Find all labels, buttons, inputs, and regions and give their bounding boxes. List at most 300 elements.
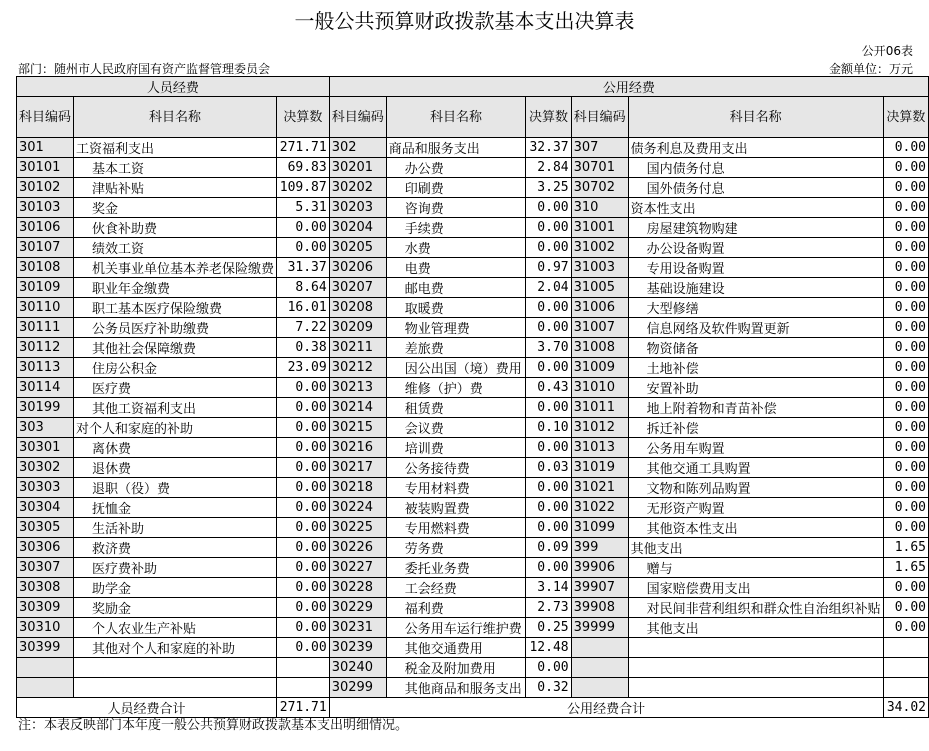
amount-cell: 0.00 [526, 358, 571, 378]
code-cell: 31001 [571, 218, 628, 238]
name-cell: 租赁费 [386, 398, 526, 418]
amount-header: 决算数 [883, 97, 928, 138]
amount-cell: 1.65 [883, 538, 928, 558]
amount-cell: 69.83 [277, 158, 330, 178]
code-cell: 310 [571, 198, 628, 218]
code-cell: 30109 [17, 278, 74, 298]
amount-cell: 0.00 [526, 438, 571, 458]
amount-cell: 0.00 [883, 418, 928, 438]
name-cell: 工会经费 [386, 578, 526, 598]
table-row [17, 678, 929, 698]
name-cell: 其他资本性支出 [628, 518, 883, 538]
code-cell: 31010 [571, 378, 628, 398]
code-cell: 303 [17, 418, 74, 438]
code-cell: 31021 [571, 478, 628, 498]
amount-cell: 0.00 [883, 478, 928, 498]
name-cell: 救济费 [74, 538, 277, 558]
table-row [17, 298, 929, 318]
name-cell: 伙食补助费 [74, 218, 277, 238]
name-cell: 国内债务付息 [628, 158, 883, 178]
public-total-value: 34.02 [883, 698, 928, 718]
code-cell [17, 678, 74, 698]
name-cell: 国外债务付息 [628, 178, 883, 198]
table-row [17, 198, 929, 218]
code-cell: 30217 [329, 458, 386, 478]
amount-cell: 31.37 [277, 258, 330, 278]
name-cell: 邮电费 [386, 278, 526, 298]
name-cell: 印刷费 [386, 178, 526, 198]
amount-cell [277, 678, 330, 698]
code-cell [571, 638, 628, 658]
name-cell: 退休费 [74, 458, 277, 478]
name-cell: 物资储备 [628, 338, 883, 358]
amount-cell: 0.00 [883, 238, 928, 258]
amount-cell: 0.00 [883, 618, 928, 638]
amount-cell: 0.43 [526, 378, 571, 398]
name-cell: 奖金 [74, 198, 277, 218]
name-cell: 办公设备购置 [628, 238, 883, 258]
amount-cell: 0.00 [883, 598, 928, 618]
amount-cell: 0.00 [883, 518, 928, 538]
name-cell: 差旅费 [386, 338, 526, 358]
name-cell: 培训费 [386, 438, 526, 458]
amount-cell: 0.09 [526, 538, 571, 558]
table-row [17, 358, 929, 378]
code-cell: 31013 [571, 438, 628, 458]
amount-cell: 0.00 [526, 198, 571, 218]
amount-cell: 0.00 [526, 318, 571, 338]
name-cell: 债务利息及费用支出 [628, 138, 883, 158]
amount-cell: 0.00 [883, 578, 928, 598]
table-row [17, 178, 929, 198]
code-cell: 39907 [571, 578, 628, 598]
code-cell: 30226 [329, 538, 386, 558]
code-cell: 30199 [17, 398, 74, 418]
expenditure-table [16, 76, 929, 718]
name-cell: 职工基本医疗保险缴费 [74, 298, 277, 318]
code-cell: 301 [17, 138, 74, 158]
amount-cell: 271.71 [277, 138, 330, 158]
table-row [17, 438, 929, 458]
table-row [17, 578, 929, 598]
name-cell: 物业管理费 [386, 318, 526, 338]
code-cell: 30399 [17, 638, 74, 658]
name-cell: 税金及附加费用 [386, 658, 526, 678]
amount-cell: 0.00 [883, 438, 928, 458]
amount-cell: 16.01 [277, 298, 330, 318]
name-cell: 其他支出 [628, 618, 883, 638]
name-cell: 劳务费 [386, 538, 526, 558]
name-cell: 委托业务费 [386, 558, 526, 578]
amount-cell: 0.00 [277, 578, 330, 598]
amount-cell: 0.00 [526, 238, 571, 258]
name-cell: 专用燃料费 [386, 518, 526, 538]
amount-cell: 0.00 [277, 518, 330, 538]
amount-cell: 0.00 [526, 478, 571, 498]
code-cell: 399 [571, 538, 628, 558]
code-cell: 39999 [571, 618, 628, 638]
code-cell: 30111 [17, 318, 74, 338]
name-cell: 其他对个人和家庭的补助 [74, 638, 277, 658]
code-cell: 30211 [329, 338, 386, 358]
name-cell: 津贴补贴 [74, 178, 277, 198]
amount-cell: 0.00 [526, 658, 571, 678]
amount-cell: 0.03 [526, 458, 571, 478]
name-cell: 退职（役）费 [74, 478, 277, 498]
amount-cell: 0.00 [883, 318, 928, 338]
code-cell: 30224 [329, 498, 386, 518]
code-cell: 30203 [329, 198, 386, 218]
name-cell: 福利费 [386, 598, 526, 618]
table-row [17, 518, 929, 538]
name-cell: 赠与 [628, 558, 883, 578]
amount-cell: 0.00 [277, 478, 330, 498]
table-row [17, 658, 929, 678]
table-row [17, 398, 929, 418]
code-cell: 30103 [17, 198, 74, 218]
amount-cell: 0.00 [277, 378, 330, 398]
code-cell: 30229 [329, 598, 386, 618]
header-row-columns [17, 97, 929, 138]
name-cell: 奖励金 [74, 598, 277, 618]
unit-label: 金额单位：万元 [828, 62, 913, 76]
code-cell: 30207 [329, 278, 386, 298]
amount-cell: 0.00 [883, 178, 928, 198]
code-cell: 31003 [571, 258, 628, 278]
code-cell: 30206 [329, 258, 386, 278]
name-cell: 安置补助 [628, 378, 883, 398]
code-cell: 30108 [17, 258, 74, 278]
code-cell: 30114 [17, 378, 74, 398]
personnel-total-label: 人员经费合计 [17, 698, 277, 718]
code-cell: 30208 [329, 298, 386, 318]
name-cell: 电费 [386, 258, 526, 278]
name-cell: 其他工资福利支出 [74, 398, 277, 418]
code-cell: 31011 [571, 398, 628, 418]
table-row [17, 238, 929, 258]
personnel-header: 人员经费 [17, 77, 330, 97]
amount-cell: 0.00 [883, 458, 928, 478]
table-row [17, 598, 929, 618]
table-row [17, 538, 929, 558]
amount-cell: 0.00 [277, 398, 330, 418]
table-row [17, 638, 929, 658]
amount-cell: 0.38 [277, 338, 330, 358]
table-row [17, 618, 929, 638]
table-row [17, 338, 929, 358]
code-cell: 30110 [17, 298, 74, 318]
code-cell: 30228 [329, 578, 386, 598]
name-cell [74, 658, 277, 678]
amount-cell: 2.73 [526, 598, 571, 618]
amount-cell: 0.00 [277, 498, 330, 518]
table-row [17, 318, 929, 338]
code-cell: 31009 [571, 358, 628, 378]
code-cell: 39908 [571, 598, 628, 618]
form-number: 公开06表 [861, 44, 913, 58]
code-cell: 30305 [17, 518, 74, 538]
name-cell [628, 638, 883, 658]
code-cell: 30216 [329, 438, 386, 458]
name-cell: 离休费 [74, 438, 277, 458]
code-cell: 31012 [571, 418, 628, 438]
amount-cell: 0.00 [883, 378, 928, 398]
code-cell: 30102 [17, 178, 74, 198]
name-cell: 生活补助 [74, 518, 277, 538]
name-cell: 助学金 [74, 578, 277, 598]
amount-cell: 0.00 [883, 218, 928, 238]
code-cell: 31005 [571, 278, 628, 298]
amount-cell: 109.87 [277, 178, 330, 198]
amount-cell: 0.00 [526, 398, 571, 418]
personnel-total-value: 271.71 [277, 698, 330, 718]
code-cell [17, 658, 74, 678]
name-cell: 对民间非营利组织和群众性自治组织补贴 [628, 598, 883, 618]
code-cell: 30310 [17, 618, 74, 638]
amount-cell: 3.70 [526, 338, 571, 358]
code-cell: 30304 [17, 498, 74, 518]
public-total-label: 公用经费合计 [329, 698, 883, 718]
name-cell: 其他社会保障缴费 [74, 338, 277, 358]
amount-cell: 0.00 [277, 458, 330, 478]
name-cell: 专用设备购置 [628, 258, 883, 278]
code-cell: 30205 [329, 238, 386, 258]
amount-header: 决算数 [526, 97, 571, 138]
name-cell: 其他支出 [628, 538, 883, 558]
code-cell: 30112 [17, 338, 74, 358]
code-header: 科目编码 [571, 97, 628, 138]
code-cell: 31019 [571, 458, 628, 478]
name-cell: 大型修缮 [628, 298, 883, 318]
code-cell: 30701 [571, 158, 628, 178]
code-cell: 31099 [571, 518, 628, 538]
name-cell: 办公费 [386, 158, 526, 178]
name-cell: 公务员医疗补助缴费 [74, 318, 277, 338]
code-cell: 30308 [17, 578, 74, 598]
name-cell: 文物和陈列品购置 [628, 478, 883, 498]
amount-cell [883, 638, 928, 658]
code-cell: 30213 [329, 378, 386, 398]
name-cell: 手续费 [386, 218, 526, 238]
amount-cell: 0.00 [883, 338, 928, 358]
name-cell: 地上附着物和青苗补偿 [628, 398, 883, 418]
code-cell: 30301 [17, 438, 74, 458]
report-title: 一般公共预算财政拨款基本支出决算表 [294, 9, 635, 33]
name-cell: 医疗费补助 [74, 558, 277, 578]
name-cell: 抚恤金 [74, 498, 277, 518]
name-cell: 拆迁补偿 [628, 418, 883, 438]
code-cell: 307 [571, 138, 628, 158]
table-row [17, 418, 929, 438]
amount-cell: 0.00 [277, 618, 330, 638]
code-cell: 30302 [17, 458, 74, 478]
amount-cell: 0.00 [883, 398, 928, 418]
code-cell: 302 [329, 138, 386, 158]
amount-cell: 0.00 [526, 518, 571, 538]
amount-cell: 12.48 [526, 638, 571, 658]
name-cell: 机关事业单位基本养老保险缴费 [74, 258, 277, 278]
amount-cell: 3.14 [526, 578, 571, 598]
amount-cell [883, 658, 928, 678]
name-cell: 个人农业生产补贴 [74, 618, 277, 638]
name-cell: 房屋建筑物购建 [628, 218, 883, 238]
name-cell: 维修（护）费 [386, 378, 526, 398]
code-cell: 30240 [329, 658, 386, 678]
table-row [17, 378, 929, 398]
amount-cell: 23.09 [277, 358, 330, 378]
amount-cell: 0.00 [277, 638, 330, 658]
amount-cell: 2.84 [526, 158, 571, 178]
code-cell: 30215 [329, 418, 386, 438]
code-cell [571, 658, 628, 678]
name-cell: 因公出国（境）费用 [386, 358, 526, 378]
footnote: 注：本表反映部门本年度一般公共预算财政拨款基本支出明细情况。 [18, 718, 409, 733]
code-cell: 30306 [17, 538, 74, 558]
amount-cell [883, 678, 928, 698]
amount-cell: 3.25 [526, 178, 571, 198]
name-cell: 职业年金缴费 [74, 278, 277, 298]
table-row [17, 558, 929, 578]
name-header: 科目名称 [628, 97, 883, 138]
name-cell: 商品和服务支出 [386, 138, 526, 158]
amount-cell: 0.00 [883, 158, 928, 178]
amount-cell: 0.00 [526, 558, 571, 578]
code-cell: 30225 [329, 518, 386, 538]
code-cell: 30107 [17, 238, 74, 258]
code-cell: 31002 [571, 238, 628, 258]
name-cell: 医疗费 [74, 378, 277, 398]
code-cell: 30239 [329, 638, 386, 658]
amount-cell: 0.00 [883, 358, 928, 378]
name-cell: 咨询费 [386, 198, 526, 218]
amount-cell: 0.00 [526, 298, 571, 318]
name-cell: 工资福利支出 [74, 138, 277, 158]
name-cell: 对个人和家庭的补助 [74, 418, 277, 438]
name-cell: 基础设施建设 [628, 278, 883, 298]
name-cell [628, 658, 883, 678]
amount-cell: 5.31 [277, 198, 330, 218]
code-cell [571, 678, 628, 698]
name-cell: 其他商品和服务支出 [386, 678, 526, 698]
amount-cell: 0.00 [277, 238, 330, 258]
name-cell: 公务接待费 [386, 458, 526, 478]
code-cell: 30702 [571, 178, 628, 198]
amount-cell: 0.00 [526, 218, 571, 238]
public-header: 公用经费 [329, 77, 928, 97]
amount-cell: 0.97 [526, 258, 571, 278]
code-cell: 30218 [329, 478, 386, 498]
amount-cell: 0.00 [883, 258, 928, 278]
amount-cell: 0.00 [277, 538, 330, 558]
table-row [17, 478, 929, 498]
name-cell: 公务用车运行维护费 [386, 618, 526, 638]
name-cell: 资本性支出 [628, 198, 883, 218]
code-cell: 39906 [571, 558, 628, 578]
amount-cell: 7.22 [277, 318, 330, 338]
department-label: 部门：随州市人民政府国有资产监督管理委员会 [18, 62, 271, 76]
amount-cell: 8.64 [277, 278, 330, 298]
amount-cell: 0.00 [277, 598, 330, 618]
table-row [17, 138, 929, 158]
name-cell: 信息网络及软件购置更新 [628, 318, 883, 338]
amount-header: 决算数 [277, 97, 330, 138]
amount-cell: 0.00 [277, 218, 330, 238]
table-row [17, 498, 929, 518]
code-cell: 30204 [329, 218, 386, 238]
amount-cell: 32.37 [526, 138, 571, 158]
amount-cell: 0.00 [883, 278, 928, 298]
code-cell: 30299 [329, 678, 386, 698]
header-row-groups [17, 77, 929, 97]
amount-cell: 0.00 [883, 138, 928, 158]
code-cell: 30214 [329, 398, 386, 418]
name-cell: 其他交通费用 [386, 638, 526, 658]
code-cell: 31008 [571, 338, 628, 358]
code-cell: 30201 [329, 158, 386, 178]
code-cell: 30209 [329, 318, 386, 338]
amount-cell: 0.00 [883, 498, 928, 518]
code-cell: 30212 [329, 358, 386, 378]
amount-cell: 0.10 [526, 418, 571, 438]
code-cell: 30113 [17, 358, 74, 378]
code-cell: 30303 [17, 478, 74, 498]
table-row [17, 158, 929, 178]
name-cell: 住房公积金 [74, 358, 277, 378]
name-cell: 绩效工资 [74, 238, 277, 258]
name-cell: 土地补偿 [628, 358, 883, 378]
amount-cell: 0.00 [526, 498, 571, 518]
name-cell: 被装购置费 [386, 498, 526, 518]
name-cell: 会议费 [386, 418, 526, 438]
amount-cell [277, 658, 330, 678]
code-cell: 30101 [17, 158, 74, 178]
name-cell [628, 678, 883, 698]
name-cell: 其他交通工具购置 [628, 458, 883, 478]
name-cell: 水费 [386, 238, 526, 258]
code-cell: 30309 [17, 598, 74, 618]
table-row [17, 278, 929, 298]
amount-cell: 0.25 [526, 618, 571, 638]
code-cell: 30227 [329, 558, 386, 578]
name-cell: 国家赔偿费用支出 [628, 578, 883, 598]
name-header: 科目名称 [74, 97, 277, 138]
code-cell: 30202 [329, 178, 386, 198]
name-cell: 公务用车购置 [628, 438, 883, 458]
amount-cell: 1.65 [883, 558, 928, 578]
name-cell: 无形资产购置 [628, 498, 883, 518]
code-cell: 31006 [571, 298, 628, 318]
amount-cell: 0.00 [883, 198, 928, 218]
amount-cell: 0.32 [526, 678, 571, 698]
code-cell: 31022 [571, 498, 628, 518]
amount-cell: 0.00 [277, 438, 330, 458]
name-cell [74, 678, 277, 698]
code-cell: 30106 [17, 218, 74, 238]
name-cell: 基本工资 [74, 158, 277, 178]
code-cell: 30231 [329, 618, 386, 638]
amount-cell: 2.04 [526, 278, 571, 298]
amount-cell: 0.00 [883, 298, 928, 318]
name-cell: 取暖费 [386, 298, 526, 318]
totals-row [17, 698, 929, 718]
code-cell: 31007 [571, 318, 628, 338]
code-header: 科目编码 [17, 97, 74, 138]
table-row [17, 258, 929, 278]
code-header: 科目编码 [329, 97, 386, 138]
name-cell: 专用材料费 [386, 478, 526, 498]
amount-cell: 0.00 [277, 418, 330, 438]
table-row [17, 458, 929, 478]
